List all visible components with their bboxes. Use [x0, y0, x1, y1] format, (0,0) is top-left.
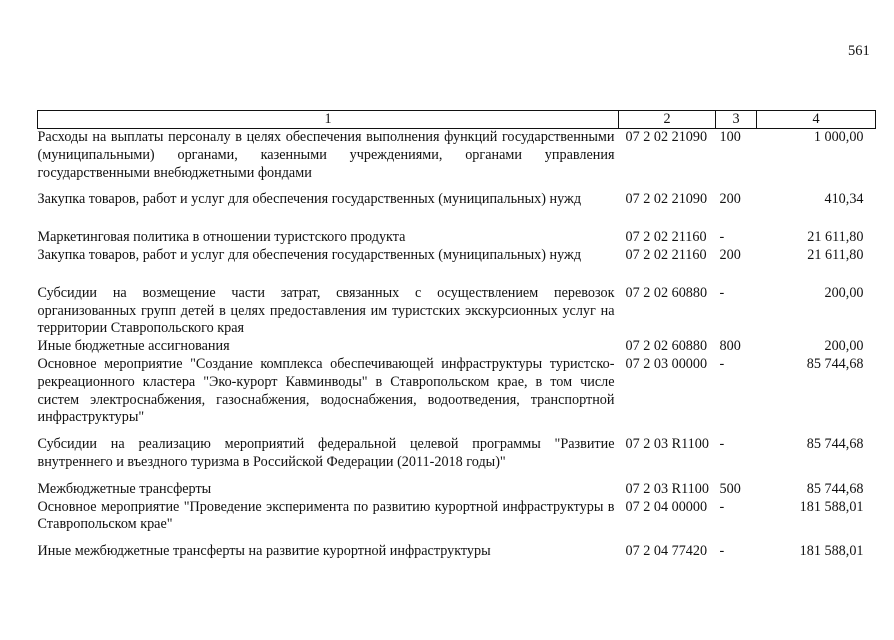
row-description: Субсидии на возмещение части затрат, связанных с осуществлением перевозок организованных групп детей в целях предоставления им туристских экскурсионных услуг на территории Ставропольского края: [37, 284, 615, 337]
budget-table: [37, 110, 876, 561]
row-amount: 410,34: [824, 191, 864, 208]
row-amount: 21 611,80: [807, 246, 864, 263]
row-code: 07 2 03 R1100: [625, 480, 709, 497]
table-row: [38, 436, 876, 481]
row-code: 07 2 04 77420: [625, 543, 708, 560]
table-row: [38, 285, 876, 338]
row-amount: 1 000,00: [813, 129, 864, 145]
row-expense-type: -: [719, 498, 725, 515]
row-code: 07 2 03 00000: [625, 355, 708, 372]
header-col-4: 4: [757, 111, 876, 129]
row-description: Расходы на выплаты персоналу в целях обеспечения выполнения функций государственными (муниципальными) органами, казенными учреждениями, органами управления государственными внебюджетными фондами: [37, 129, 615, 181]
row-expense-type: 200: [719, 246, 741, 263]
row-expense-type: 100: [719, 129, 741, 145]
row-amount: 85 744,68: [806, 436, 864, 453]
row-expense-type: -: [719, 284, 725, 301]
row-code: 07 2 02 60880: [625, 338, 708, 355]
row-expense-type: 500: [719, 480, 741, 497]
row-amount: 200,00: [824, 284, 864, 301]
row-amount: 200,00: [824, 338, 864, 355]
row-amount: 85 744,68: [806, 480, 864, 497]
table-row: [38, 247, 876, 285]
row-amount: 85 744,68: [806, 355, 864, 372]
row-description: Основное мероприятие "Проведение эксперимента по развитию курортной инфраструктуры в Ставропольском крае": [37, 498, 615, 533]
row-expense-type: 200: [719, 191, 741, 208]
row-expense-type: -: [719, 543, 725, 560]
row-description: Иные бюджетные ассигнования: [37, 338, 230, 355]
row-code: 07 2 04 00000: [625, 498, 708, 515]
table-row: [38, 338, 876, 356]
row-amount: 21 611,80: [807, 229, 864, 246]
row-code: 07 2 02 21090: [625, 129, 708, 145]
header-col-1: 1: [38, 111, 619, 129]
row-description: Основное мероприятие "Создание комплекса обеспечивающей инфраструктуры туристско-рекреационного кластера "Эко-курорт Кавминводы" в Ставропольском крае, в том числе систем электроснабжения, газоснабжения, водоснабжения, водоотведения, транспортной инфраструктуры": [37, 355, 615, 426]
row-description: Иные межбюджетные трансферты на развитие курортной инфраструктуры: [37, 543, 491, 560]
header-col-2: 2: [619, 111, 716, 129]
row-description: Закупка товаров, работ и услуг для обеспечения государственных (муниципальных) нужд: [37, 246, 582, 263]
table-row: [38, 129, 876, 192]
table-row: [38, 481, 876, 499]
table-row: [38, 356, 876, 436]
table-row: [38, 191, 876, 229]
page-number: 561: [848, 43, 870, 59]
table-header-row: [38, 111, 876, 129]
table-row: [38, 229, 876, 247]
row-code: 07 2 02 21160: [625, 246, 707, 263]
row-amount: 181 588,01: [799, 498, 864, 515]
row-code: 07 2 02 21090: [625, 191, 708, 208]
row-code: 07 2 02 60880: [625, 284, 708, 301]
row-description: Межбюджетные трансферты: [37, 480, 212, 497]
row-expense-type: -: [719, 436, 725, 453]
header-col-3: 3: [716, 111, 757, 129]
row-code: 07 2 02 21160: [625, 229, 707, 246]
table-row: [38, 499, 876, 544]
row-description: Закупка товаров, работ и услуг для обеспечения государственных (муниципальных) нужд: [37, 191, 582, 208]
row-amount: 181 588,01: [799, 543, 864, 560]
row-code: 07 2 03 R1100: [625, 436, 709, 453]
row-description: Маркетинговая политика в отношении туристского продукта: [37, 229, 406, 246]
row-description: Субсидии на реализацию мероприятий федеральной целевой программы "Развитие внутреннего и въездного туризма в Российской Федерации (2011-2018 годы)": [37, 436, 615, 470]
row-expense-type: 800: [719, 338, 741, 355]
table-row: [38, 543, 876, 561]
row-expense-type: -: [719, 355, 725, 372]
row-expense-type: -: [719, 229, 725, 246]
